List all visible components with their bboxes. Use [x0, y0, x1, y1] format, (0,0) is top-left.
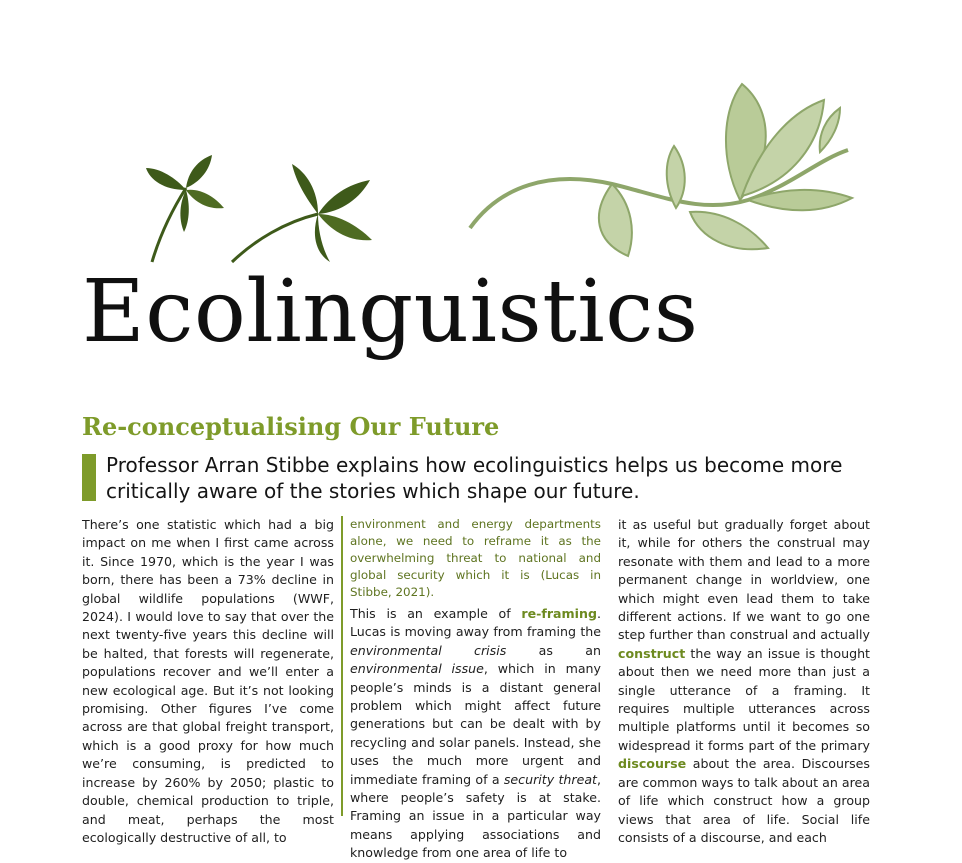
text-run: about the area. Discourses are common ways to talk about an area of life which construct how a group views that area of life. Social life consists of a discourse, and each — [618, 756, 870, 845]
text-run: as an — [506, 642, 601, 658]
light-leafy-branch-icon — [470, 84, 852, 256]
text-run: , which in many people’s minds is a distant general problem which might affect future generations but can be dealt with by recycling and solar panels. Instead, she uses the much more urgent and immediate framing of a — [350, 661, 601, 787]
keyword-discourse: discourse — [618, 756, 687, 772]
pull-quote: environment and energy departments alone, we need to reframe it as the overwhelming threat to national and global security which it is (Lucas in Stibbe, 2021). — [350, 517, 601, 599]
article-title: Ecolinguistics — [82, 262, 699, 362]
text-run: it as useful but gradually forget about it, while for others the construal may resonate with them and lead to a more permanent change in worldview, one which might even lead them to take different actions. If we want to go one step further than construal and actually — [618, 517, 870, 643]
emphasis-environmental-issue: environmental issue — [350, 661, 484, 677]
body-paragraph — [350, 605, 601, 863]
article-subtitle: Re-conceptualising Our Future — [82, 412, 500, 441]
small-dark-sprig-icon — [146, 155, 224, 262]
standfirst-accent-bar — [82, 454, 96, 501]
text-run: the way an issue is thought about then we need more than just a single utterance of a framing. It requires multiple utterances across multiple platforms until it becomes so widespread it forms part of the primary — [618, 645, 870, 753]
body-paragraph — [618, 516, 870, 847]
body-paragraph: There’s one statistic which had a big impact on me when I first came across it. Since 1970, which is the year I was born, there has been a 73% decline in global wildlife populations (WWF, 2024). I would love to say that over the next twenty-five years this decline will be halted, that forests will regenerate, populations recover and we’ll enter a new ecological age. But it’s not looking promising. Other figures I’ve come across are that global freight transport, which is a good proxy for how much we’re consuming, is predicted to increase by 260% by 2050; plastic to double, chemical production to triple, and meat, perhaps the most ecologically destructive of all, to — [82, 517, 334, 845]
body-column-1 — [82, 516, 334, 845]
dark-sprig-icon — [232, 164, 372, 262]
text-run: This is an example of — [350, 606, 522, 621]
text-run: . Lucas is moving away from framing the — [350, 606, 601, 640]
text-run: , where people’s safety is at stake. Framing an issue in a particular way means applying associations and knowledge from one area of life to — [350, 771, 601, 861]
pull-quote-rule — [341, 516, 343, 816]
standfirst: Professor Arran Stibbe explains how ecolinguistics helps us become more critically aware of the stories which shape our future. — [106, 453, 843, 503]
leaf-illustration — [0, 0, 962, 270]
emphasis-environmental-crisis: environmental crisis — [350, 642, 507, 658]
body-column-2 — [350, 516, 601, 861]
emphasis-security-threat: security threat — [503, 771, 597, 787]
body-column-3 — [618, 516, 870, 845]
keyword-construct: construct — [618, 645, 686, 661]
keyword-reframing: re-framing — [521, 606, 597, 621]
